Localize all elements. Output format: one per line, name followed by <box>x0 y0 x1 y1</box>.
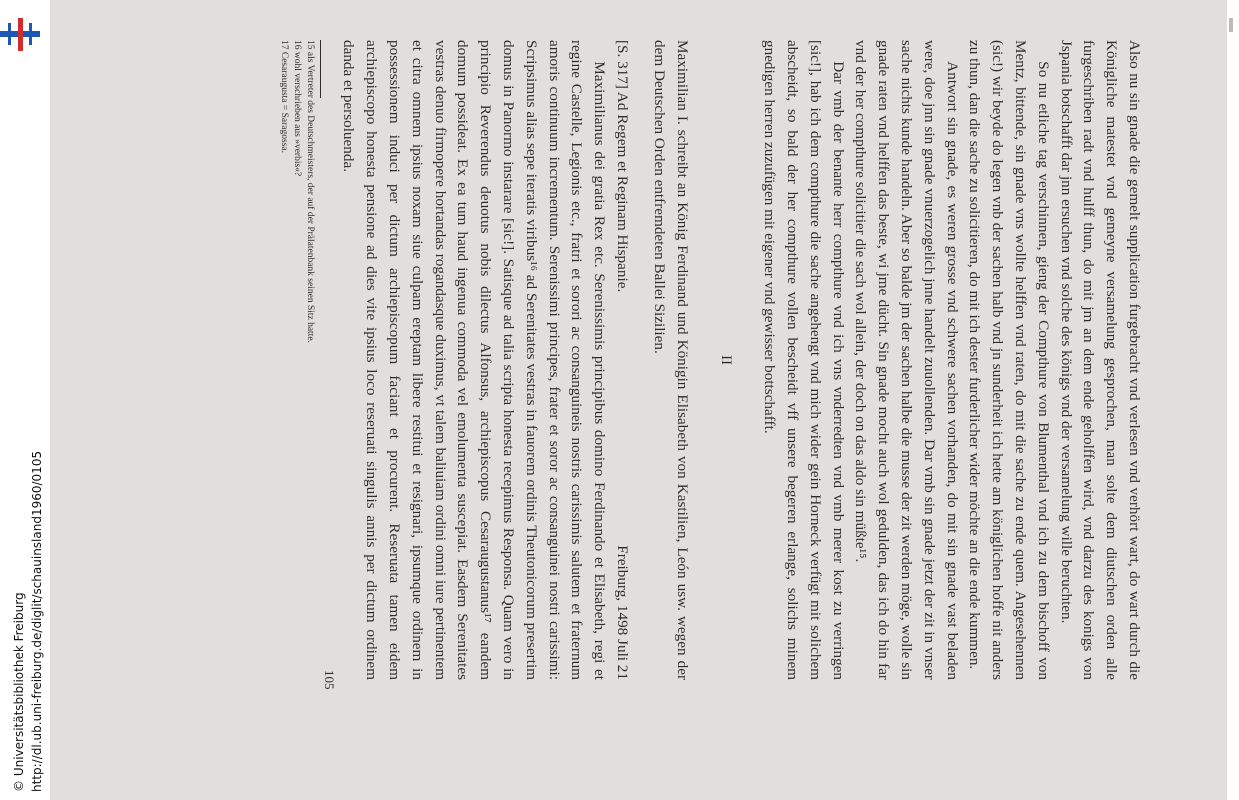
source-url[interactable]: http://dl.ub.uni-freiburg.de/diglit/schauinsland1960/0105 <box>30 450 44 792</box>
page-number: 105 <box>322 670 337 690</box>
page-edge <box>1227 0 1239 800</box>
letter-header <box>610 40 633 680</box>
paragraph: Also nu sin gnade die gemelt supplication furgebracht vnd verlesen vnd verhört wart, do wart durch die Königliche matestet vnd gemeyne versamelung gesprochen, man solte dem diutschen orden alle furgeschriben radt vnd hulff thun, do mit jm an dem ende geholffen wird, vnd darzu des konigs von Jspania botschafft dar jnn ersuchen vnd solche des königs vnd der versamelung wille beruchten. <box>1057 40 1143 680</box>
ub-freiburg-logo-icon <box>0 14 40 54</box>
letter-place-date: Freiburg, 1498 Juli 21 <box>614 545 632 680</box>
paragraph: So nu etliche tag verschinnen, gieng der Compthure von Blumenthal vnd ich zu dem bischoff von Mentz, bittende, sin gnade vns wollte helffen vnd raten, do mit die sache zu ende quem. Angesehennen (sic!) wir beyde do legen vnb der sachen halb vnd jn sunderheit ich hette am königlichen hoffe nit anders zu thun, dan die sache zu solicitieren, do mit ich dester furderlicher wider möchte an die ende kummen. <box>966 40 1052 680</box>
paragraph: Antwort sin gnade, es weren grosse vnd schwere sachen vorhanden, do mit sin gnade vast beladen were, doe jnn sin gnade vnuerzogelich jnne handelt zuuollenden. Dar vmb sin gnade jetzt der zit in vnser sache nichts kunde handeln. Aber so balde jm der sachen halbe die musse der zit werden möge, wolle sin gnade raten vnd helffen das beste, wi jme dücht. Sin gnade mocht auch wol gedulden, das ich do hin far vnd der her compthure solicitier die sach wol allein, der doch on das aldo sin müßte¹⁵. <box>852 40 961 680</box>
footnote: 15 als Vertreter des Deutschmeisters, der auf der Prälatenbank seinen Sitz hatte. <box>304 40 315 343</box>
section-number: II <box>718 354 736 366</box>
page-text <box>275 40 1145 690</box>
paragraph: Dar vmb der benante herr compthure vnd ich vns vnderredten vnd vmb merer kost zu verringen [sic!], hab ich dem compthure die sache angehengt vnd mich wider gein Horneck verfügt mit solichem abscheidt, so bald der her compthure vollen bescheidt vff unsere begeren erlange, solichs minem gnedigen herren zuzufügen mit eigener vnd gewisser bottschafft. <box>761 40 847 680</box>
footnote: 17 Cesaraugusta = Saragossa. <box>279 40 290 153</box>
source-copyright: © Universitätsbibliothek Freiburg <box>12 592 26 792</box>
section-summary: Maximilian I. schreibt an König Ferdinand und Königin Elisabeth von Kastilien, León usw. wegen der dem Deutschen Orden entfremdeten Ballei Sizilien. <box>650 40 691 680</box>
scanned-page <box>50 0 1227 800</box>
viewer-margin <box>0 0 50 800</box>
footnote: 16 wohl verschrieben aus »verbis«? <box>291 40 302 177</box>
footnotes <box>277 40 320 680</box>
edge-mark <box>1229 18 1233 32</box>
footnote-rule <box>320 40 321 98</box>
letter-body: Maximilianus dei gratia Rex etc. Serenissimis principibus domino Ferdinando et Elisabeth, regi et regine Castelle, Legionis etc., fratri et sorori ac consanguineis nostris carissimis salutem et fraternum amoris continuum incrementum. Serenissimi principes, frater et soror ac consanguinei nostri carissimi: Scripsimus alias sepe iteratis viribus¹⁶ ad Serenitates vestras in fauorem ordinis Theutonicorum presertim domus in Panormo instarare [sic!]. Satisque ad talia scripta honesta recepimus Responsa. Quam vero in principio Reverendus deuotus nobis dilectus Alfonsus, archiepiscopus Cesaraugustanus¹⁷ eandem domum possideat. Ex ea tum haud ingenua commoda vel emolumenta suscepiat. Easdem Serenitates vestras denuo firmopere hortandas rogandasque duximus, vt talem baliuiam ordini omni iure pertinentem et citra omnem ipsius noxam siue culpam ereptam libere restitui et resignari, ipsumque ordinem in possessionem induci per dictum archiepiscopum faciant et procurent. Reseruata tamen eidem archiepiscopo honesta pensione ad dies vite ipsius loco reseruati singulis annis per dictum ordinem danda et persoluenda. <box>340 40 609 680</box>
letter-reference: [S. 317] Ad Regem et Reginam Hispanie. <box>614 40 632 293</box>
